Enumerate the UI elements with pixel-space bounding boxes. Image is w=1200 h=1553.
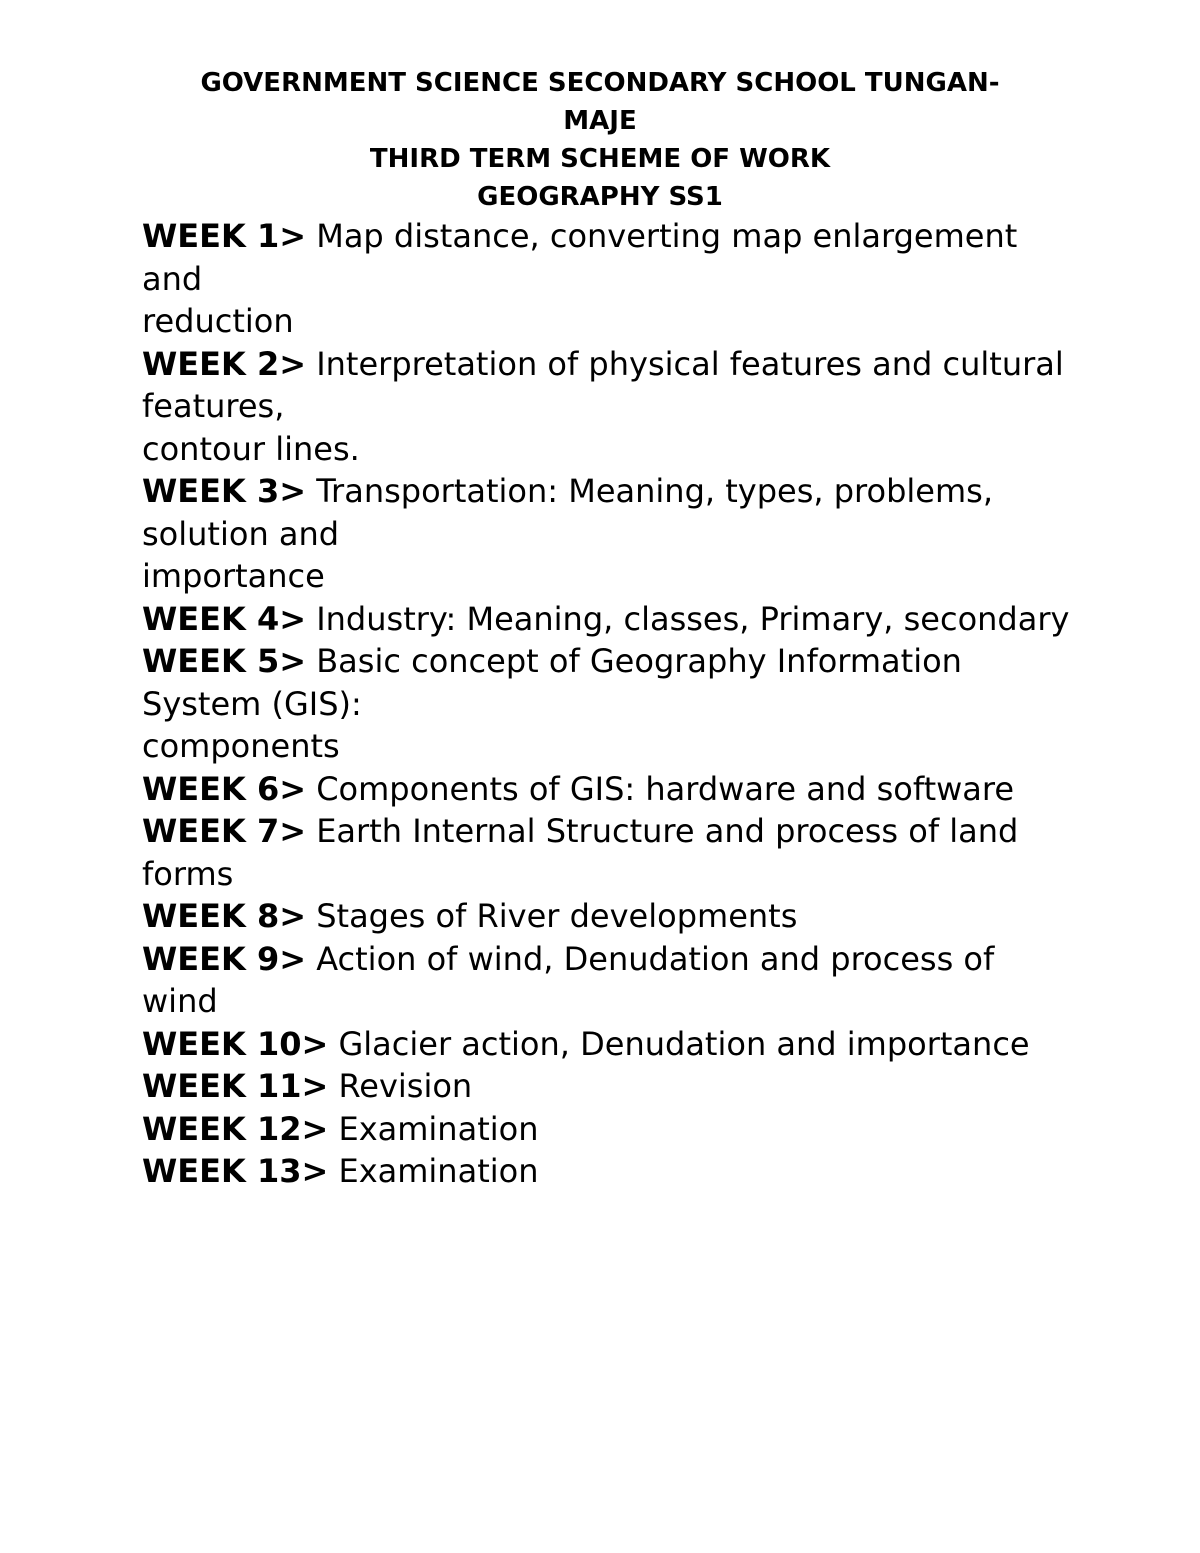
weeks-list (142, 215, 1142, 1193)
week-1-continuation: and (142, 259, 203, 298)
week-4-text: Industry: Meaning, classes, Primary, secondary (306, 599, 1070, 638)
week-7-continuation: forms (142, 854, 234, 893)
week-4-line (142, 598, 1142, 641)
week-1-continuation: reduction (142, 302, 294, 340)
week-11-text: Revision (328, 1067, 473, 1105)
week-1-text: Map distance, converting map enlargement (306, 217, 1018, 255)
week-11-label: WEEK 11> (142, 1067, 329, 1105)
week-6-text: Components of GIS: hardware and software (306, 769, 1015, 808)
week-3-continuation: solution and (142, 514, 340, 553)
week-13-label: WEEK 13> (142, 1152, 329, 1190)
week-5-label: WEEK 5> (142, 642, 307, 680)
week-5-continuation: System (GIS): (142, 684, 362, 723)
week-2-line (142, 343, 1142, 386)
week-9-label: WEEK 9> (142, 939, 307, 978)
week-3-line (142, 470, 1142, 513)
document-header (100, 64, 1100, 216)
week-13-line (142, 1150, 1142, 1193)
week-10-label: WEEK 10> (142, 1024, 329, 1063)
week-7-text: Earth Internal Structure and process of land (306, 812, 1019, 850)
week-11-line (142, 1065, 1142, 1108)
week-9-line (142, 938, 1142, 981)
week-1-line (142, 215, 1142, 258)
week-5-continuation: components (142, 727, 340, 765)
week-6-line (142, 768, 1142, 811)
week-13-text: Examination (328, 1152, 539, 1190)
school-name-line-1: GOVERNMENT SCIENCE SECONDARY SCHOOL TUNGAN- (200, 68, 1000, 98)
week-3-continuation: importance (142, 557, 325, 595)
week-2-text: Interpretation of physical features and cultural (306, 344, 1064, 383)
week-3-label: WEEK 3> (142, 472, 307, 510)
week-12-text: Examination (328, 1109, 539, 1148)
school-name-line-2: MAJE (563, 106, 637, 136)
week-10-text: Glacier action, Denudation and importance (328, 1024, 1030, 1063)
week-8-label: WEEK 8> (142, 897, 307, 935)
week-12-label: WEEK 12> (142, 1109, 329, 1148)
week-7-line (142, 810, 1142, 853)
week-8-text: Stages of River developments (306, 897, 798, 935)
week-9-text: Action of wind, Denudation and process of (306, 939, 995, 978)
week-9-continuation: wind (142, 982, 218, 1020)
week-5-text: Basic concept of Geography Information (306, 642, 962, 680)
scheme-title: THIRD TERM SCHEME OF WORK (369, 144, 831, 174)
week-2-continuation: features, (142, 387, 285, 425)
week-4-label: WEEK 4> (142, 599, 307, 638)
week-12-line (142, 1108, 1142, 1151)
week-1-label: WEEK 1> (142, 217, 307, 255)
week-8-line (142, 895, 1142, 938)
week-2-label: WEEK 2> (142, 344, 307, 383)
subject-title: GEOGRAPHY SS1 (477, 182, 723, 212)
week-10-line (142, 1023, 1142, 1066)
week-2-continuation: contour lines. (142, 429, 360, 468)
week-7-label: WEEK 7> (142, 812, 307, 850)
week-3-text: Transportation: Meaning, types, problems, (306, 472, 993, 510)
week-5-line (142, 640, 1142, 683)
week-6-label: WEEK 6> (142, 769, 307, 808)
